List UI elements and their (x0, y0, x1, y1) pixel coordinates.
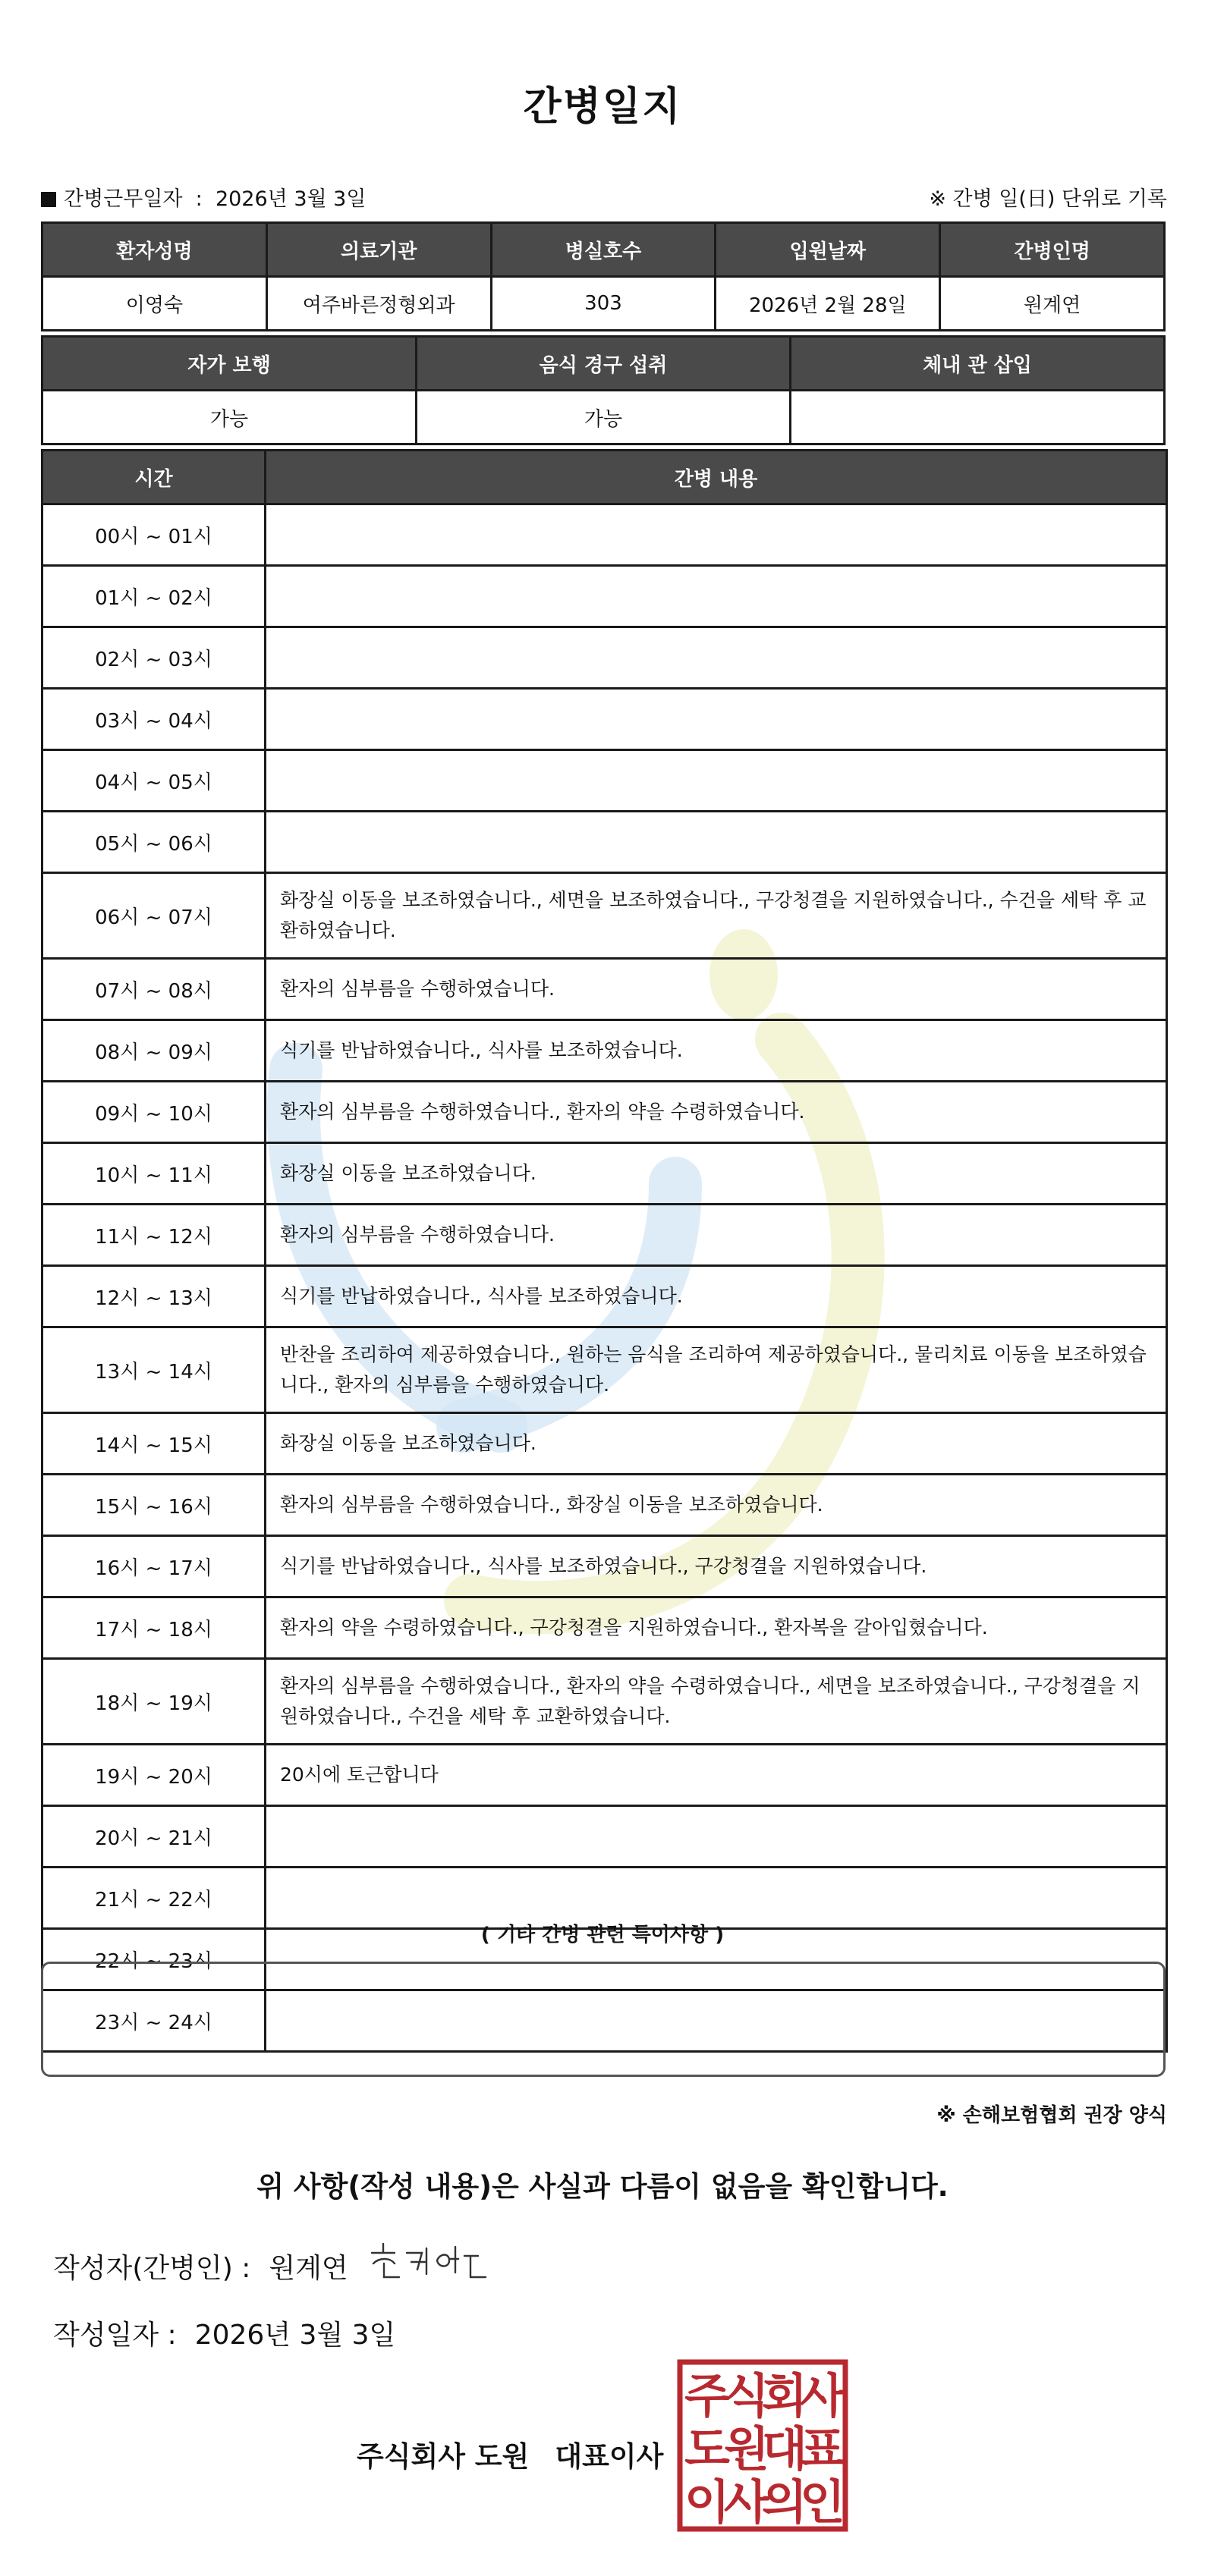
svg-text:회: 회 (762, 2368, 807, 2424)
svg-text:표: 표 (800, 2421, 845, 2477)
log-time: 17시 ~ 18시 (42, 1597, 266, 1659)
header-tube-insertion: 체내 관 삽입 (791, 337, 1165, 391)
log-content (266, 1806, 1167, 1868)
company-name: 주식회사 도원 (357, 2440, 530, 2473)
table-row (42, 1143, 1167, 1205)
table-row (42, 1475, 1167, 1536)
log-content: 식기를 반납하였습니다., 식사를 보조하였습니다. (266, 1020, 1167, 1082)
log-content: 화장실 이동을 보조하였습니다., 세면을 보조하였습니다., 구강청결을 지원하였습니다., 수건을 세탁 후 교환하였습니다. (266, 873, 1167, 959)
header-room: 병실호수 (491, 223, 716, 277)
handwritten-signature-icon (364, 2230, 516, 2291)
oral-intake-value: 가능 (417, 391, 791, 445)
log-time: 07시 ~ 08시 (42, 959, 266, 1020)
header-care-content: 간병 내용 (266, 451, 1167, 504)
table-row (42, 1205, 1167, 1266)
table-row (42, 1020, 1167, 1082)
table-row (42, 812, 1167, 873)
written-date-value: 2026년 3월 3일 (194, 2320, 396, 2351)
header-patient-name: 환자성명 (42, 223, 267, 277)
table-row (42, 1327, 1167, 1413)
confirmation-statement: 위 사항(작성 내용)은 사실과 다름이 없음을 확인합니다. (256, 2170, 949, 2203)
log-time: 19시 ~ 20시 (42, 1745, 266, 1806)
table-row (42, 873, 1167, 959)
room-number: 303 (491, 277, 716, 331)
patient-info-table (41, 221, 1166, 331)
care-status-table (41, 335, 1166, 445)
square-bullet-icon (41, 192, 56, 207)
log-time: 15시 ~ 16시 (42, 1475, 266, 1536)
svg-text:대: 대 (762, 2421, 807, 2477)
log-time: 23시 ~ 24시 (42, 1990, 266, 2052)
work-date-separator: : (195, 187, 203, 211)
log-content: 환자의 심부름을 수행하였습니다. (266, 959, 1167, 1020)
log-time: 11시 ~ 12시 (42, 1205, 266, 1266)
log-content (266, 504, 1167, 566)
table-row (42, 689, 1167, 750)
caregiver-name: 원계연 (940, 277, 1165, 331)
self-walking-value: 가능 (42, 391, 417, 445)
table-row (42, 1536, 1167, 1597)
header-oral-intake: 음식 경구 섭취 (417, 337, 791, 391)
log-time: 21시 ~ 22시 (42, 1868, 266, 1929)
table-row (42, 1082, 1167, 1143)
patient-name: 이영숙 (42, 277, 267, 331)
header-hospital: 의료기관 (266, 223, 491, 277)
svg-text:식: 식 (724, 2368, 769, 2424)
special-notes-label: ( 기타 간병 관련 특이사항 ) (480, 1924, 725, 1946)
company-seal-icon (677, 2359, 848, 2532)
form-source-note: ※ 손해보험협회 권장 양식 (936, 2104, 1167, 2127)
svg-text:도: 도 (684, 2421, 730, 2477)
hourly-care-log-table (41, 449, 1168, 2053)
work-date-label: 간병근무일자 (64, 187, 183, 211)
log-header-row (42, 451, 1167, 504)
table-row (42, 959, 1167, 1020)
admission-date: 2026년 2월 28일 (716, 277, 940, 331)
log-content: 반찬을 조리하여 제공하였습니다., 원하는 음식을 조리하여 제공하였습니다., 물리치료 이동을 보조하였습니다., 환자의 심부름을 수행하였습니다. (266, 1327, 1167, 1413)
care-header-row (42, 337, 1165, 391)
log-time: 20시 ~ 21시 (42, 1806, 266, 1868)
table-row (42, 566, 1167, 627)
log-content: 식기를 반납하였습니다., 식사를 보조하였습니다., 구강청결을 지원하였습니다. (266, 1536, 1167, 1597)
log-content: 환자의 약을 수령하였습니다., 구강청결을 지원하였습니다., 환자복을 갈아입혔습니다. (266, 1597, 1167, 1659)
log-content (266, 689, 1167, 750)
table-row (42, 627, 1167, 689)
log-time: 12시 ~ 13시 (42, 1266, 266, 1327)
table-row (42, 1266, 1167, 1327)
work-date (41, 182, 366, 212)
author-label: 작성자(간병인) : (53, 2253, 251, 2284)
log-content (266, 750, 1167, 812)
log-time: 10시 ~ 11시 (42, 1143, 266, 1205)
log-content: 화장실 이동을 보조하였습니다. (266, 1143, 1167, 1205)
log-time: 16시 ~ 17시 (42, 1536, 266, 1597)
log-time: 02시 ~ 03시 (42, 627, 266, 689)
table-row (42, 1597, 1167, 1659)
care-value-row (42, 391, 1165, 445)
written-date-line (53, 2314, 395, 2352)
header-self-walking: 자가 보행 (42, 337, 417, 391)
patient-value-row (42, 277, 1165, 331)
log-time: 06시 ~ 07시 (42, 873, 266, 959)
log-time: 14시 ~ 15시 (42, 1413, 266, 1475)
log-time: 08시 ~ 09시 (42, 1020, 266, 1082)
log-time: 22시 ~ 23시 (42, 1929, 266, 1990)
log-content: 환자의 심부름을 수행하였습니다., 환자의 약을 수령하였습니다., 세면을 보조하였습니다., 구강청결을 지원하였습니다., 수건을 세탁 후 교환하였습니다. (266, 1659, 1167, 1745)
svg-text:사: 사 (724, 2474, 769, 2530)
svg-text:의: 의 (762, 2474, 807, 2530)
log-content: 화장실 이동을 보조하였습니다. (266, 1413, 1167, 1475)
table-row (42, 1745, 1167, 1806)
log-content: 환자의 심부름을 수행하였습니다. (266, 1205, 1167, 1266)
hospital-name: 여주바른정형외과 (266, 277, 491, 331)
svg-text:인: 인 (800, 2474, 845, 2530)
patient-header-row (42, 223, 1165, 277)
log-time: 05시 ~ 06시 (42, 812, 266, 873)
tube-insertion-value (791, 391, 1165, 445)
written-date-label: 작성일자 : (53, 2320, 177, 2351)
table-row (42, 1413, 1167, 1475)
log-content: 환자의 심부름을 수행하였습니다., 환자의 약을 수령하였습니다. (266, 1082, 1167, 1143)
log-time: 09시 ~ 10시 (42, 1082, 266, 1143)
log-content: 20시에 토근합니다 (266, 1745, 1167, 1806)
daily-record-note: ※ 간병 일(日) 단위로 기록 (929, 187, 1167, 211)
log-time: 18시 ~ 19시 (42, 1659, 266, 1745)
svg-text:사: 사 (800, 2368, 845, 2424)
work-date-value: 2026년 3월 3일 (215, 187, 367, 211)
log-content (266, 812, 1167, 873)
header-admission-date: 입원날짜 (716, 223, 940, 277)
log-time: 04시 ~ 05시 (42, 750, 266, 812)
company-title: 대표이사 (555, 2440, 664, 2473)
log-content: 식기를 반납하였습니다., 식사를 보조하였습니다. (266, 1266, 1167, 1327)
log-time: 01시 ~ 02시 (42, 566, 266, 627)
header-caregiver: 간병인명 (940, 223, 1165, 277)
log-time: 13시 ~ 14시 (42, 1327, 266, 1413)
log-time: 00시 ~ 01시 (42, 504, 266, 566)
svg-text:주: 주 (684, 2368, 730, 2424)
table-row (42, 504, 1167, 566)
log-content (266, 566, 1167, 627)
author-line (53, 2247, 348, 2285)
table-row (42, 750, 1167, 812)
log-content: 환자의 심부름을 수행하였습니다., 화장실 이동을 보조하였습니다. (266, 1475, 1167, 1536)
svg-text:원: 원 (724, 2421, 769, 2477)
table-row (42, 1806, 1167, 1868)
document-title: 간병일지 (523, 84, 682, 130)
svg-text:이: 이 (684, 2474, 730, 2530)
header-time: 시간 (42, 451, 266, 504)
log-time: 03시 ~ 04시 (42, 689, 266, 750)
table-row (42, 1659, 1167, 1745)
special-notes-box (41, 1962, 1166, 2077)
author-name: 원계연 (269, 2253, 348, 2284)
log-content (266, 627, 1167, 689)
company-line (357, 2433, 663, 2474)
